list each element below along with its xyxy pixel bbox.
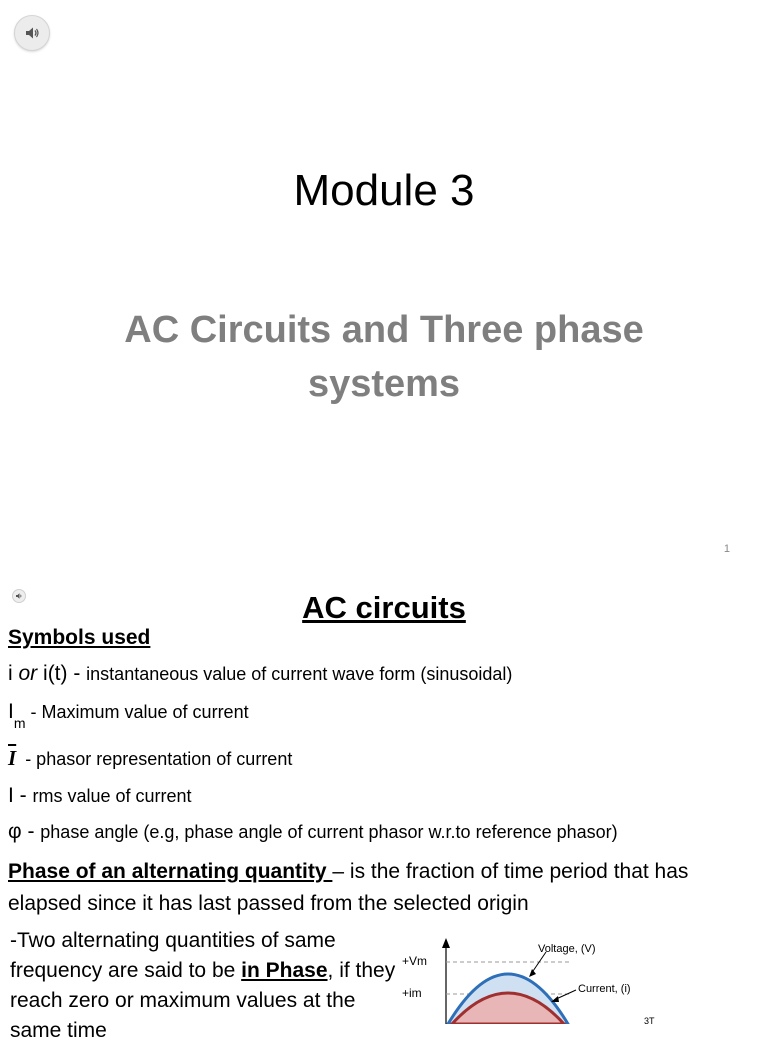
section-heading: AC circuits <box>302 590 466 625</box>
im-label: +im <box>402 986 422 1000</box>
current-label: Current, (i) <box>578 983 631 995</box>
symbol-line-im: $I_m$ - Maximum value of current <box>8 700 249 731</box>
in-phase-waveform-diagram <box>396 932 666 1024</box>
symbols-heading: Symbols used <box>8 626 151 649</box>
vm-label: +Vm <box>402 954 428 968</box>
phase-definition: Phase of an alternating quantity – is the fraction of time period that has elapsed since it has last passed from the selected origin <box>8 860 689 915</box>
slide-subtitle: AC Circuits and Three phase systems <box>124 309 644 405</box>
y-axis-arrow <box>442 938 450 948</box>
in-phase-bullet: -Two alternating quantities of same frequency are said to be in Phase, if they reach zero or maximum values at the same time <box>10 929 396 1042</box>
symbol-line-i: i or i(t) - instantaneous value of current wave form (sinusoidal) <box>8 662 513 685</box>
time-label: 3T <box>644 1016 655 1024</box>
symbol-line-phi: φ - phase angle (e.g, phase angle of current phasor w.r.to reference phasor) <box>8 820 618 843</box>
slide-title: Module 3 <box>293 166 475 215</box>
symbol-line-phasor: $\overline{I}$ - phasor representation of current <box>8 746 293 770</box>
audio-button[interactable] <box>14 15 50 51</box>
voltage-label: Voltage, (V) <box>538 943 596 955</box>
speaker-icon <box>24 25 40 41</box>
symbol-line-rms: I - rms value of current <box>8 784 192 807</box>
page-number: 1 <box>723 543 730 555</box>
